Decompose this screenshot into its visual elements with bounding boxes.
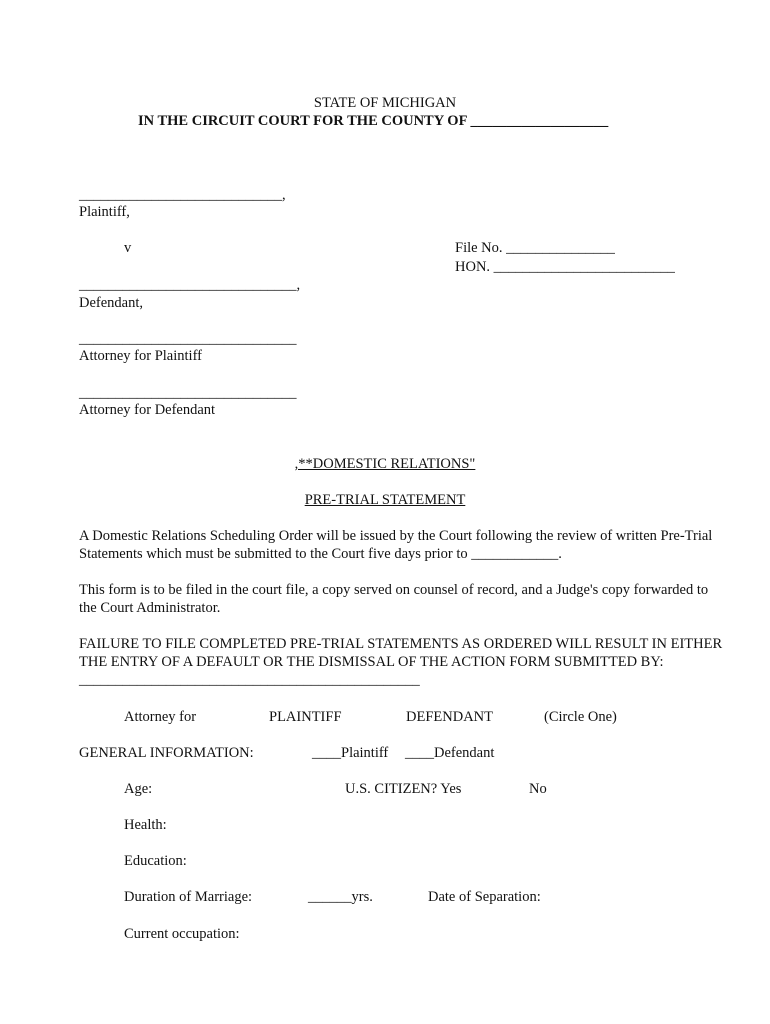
health-label: Health: <box>124 817 167 833</box>
education-label: Education: <box>124 853 187 869</box>
plaintiff-name-line: ____________________________, <box>79 187 286 203</box>
attorney-plaintiff-line: ______________________________ <box>79 331 297 347</box>
file-number-field: File No. _______________ <box>455 240 615 256</box>
marriage-years-blank[interactable]: ______yrs. <box>308 889 373 905</box>
failure-warning-paragraph: FAILURE TO FILE COMPLETED PRE-TRIAL STATEMENTS AS ORDERED WILL RESULT IN EITHER THE ENTRY OF A DEFAULT OR THE DISMISSAL OF THE ACTION FORM SUBMITTED BY: _______________________________________________ <box>79 636 723 688</box>
attorney-plaintiff-label: Attorney for Plaintiff <box>79 348 202 364</box>
document-title-line2: PRE-TRIAL STATEMENT <box>304 492 466 508</box>
general-plaintiff-blank[interactable]: ____Plaintiff <box>312 745 389 761</box>
citizen-no-label: No <box>529 781 547 797</box>
plaintiff-option[interactable]: PLAINTIFF <box>269 709 342 725</box>
attorney-defendant-label: Attorney for Defendant <box>79 402 216 418</box>
circle-one-note: (Circle One) <box>544 709 617 725</box>
document-title-line1: ,**DOMESTIC RELATIONS" <box>294 456 476 472</box>
marriage-duration-label: Duration of Marriage: <box>124 889 253 905</box>
citizen-yes-label: U.S. CITIZEN? Yes <box>345 781 462 797</box>
judge-field: HON. _________________________ <box>455 259 675 275</box>
occupation-label: Current occupation: <box>124 926 240 942</box>
defendant-name-line: ______________________________, <box>79 277 301 293</box>
attorney-defendant-line: ______________________________ <box>79 385 297 401</box>
versus-label: v <box>124 240 132 256</box>
filing-paragraph: This form is to be filed in the court file, a copy served on counsel of record, and a Judge's copy forwarded to the Court Administrator. <box>79 582 709 616</box>
defendant-label: Defendant, <box>79 295 144 311</box>
general-information-label: GENERAL INFORMATION: <box>79 745 254 761</box>
court-heading: IN THE CIRCUIT COURT FOR THE COUNTY OF ___________________ <box>138 113 609 129</box>
attorney-for-label: Attorney for <box>124 709 197 725</box>
defendant-option[interactable]: DEFENDANT <box>406 709 493 725</box>
general-defendant-blank[interactable]: ____Defendant <box>405 745 495 761</box>
scheduling-paragraph: A Domestic Relations Scheduling Order will be issued by the Court following the review of written Pre-Trial Statements which must be submitted to the Court five days prior to ____________. <box>79 528 713 562</box>
plaintiff-label: Plaintiff, <box>79 204 130 220</box>
separation-date-label: Date of Separation: <box>428 889 541 905</box>
state-heading: STATE OF MICHIGAN <box>313 95 457 111</box>
age-label: Age: <box>124 781 153 797</box>
